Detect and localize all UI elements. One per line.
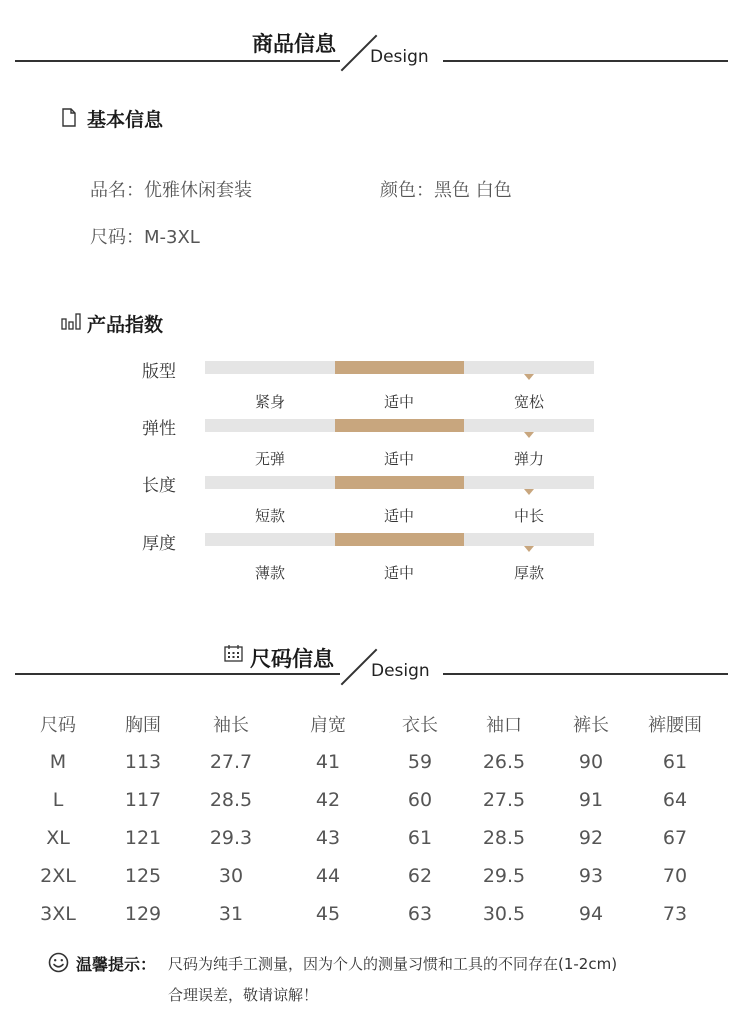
size-table — [16, 705, 716, 933]
smiley-icon — [48, 952, 69, 973]
table-cell: 73 — [662, 903, 688, 925]
index-selected-segment — [335, 361, 464, 374]
index-label-thickness: 厚度 — [142, 534, 176, 554]
size-range-label: 尺码： — [90, 227, 144, 248]
table-cell: 93 — [578, 865, 604, 887]
size-header-subtitle: Design — [371, 661, 430, 681]
table-cell: 43 — [315, 827, 341, 849]
product-name-row — [90, 176, 252, 202]
index-track-length — [205, 476, 594, 489]
table-cell: 92 — [578, 827, 604, 849]
product-index-title: 产品指数 — [87, 314, 164, 336]
index-label-fit: 版型 — [142, 362, 176, 382]
tip-text-line1: 尺码为纯手工测量，因为个人的测量习惯和工具的不同存在(1-2cm) — [168, 955, 618, 973]
index-track-elasticity — [205, 419, 594, 432]
table-cell: 2XL — [40, 865, 76, 887]
table-cell: 121 — [124, 827, 162, 849]
table-header-cell: 衣长 — [402, 715, 438, 736]
index-option: 紧身 — [254, 393, 285, 411]
size-info-title: 尺码信息 — [250, 647, 334, 671]
index-track-thickness — [205, 533, 594, 546]
table-row — [16, 895, 716, 933]
table-cell: 27.7 — [209, 751, 253, 773]
table-cell: XL — [46, 827, 70, 849]
tip-text-line2: 合理误差，敬请谅解！ — [168, 986, 319, 1004]
table-cell: M — [49, 751, 67, 773]
color-value: 黑色 白色 — [434, 180, 512, 201]
index-label-length: 长度 — [142, 476, 176, 496]
table-cell: 94 — [578, 903, 604, 925]
table-header-cell: 胸围 — [125, 715, 161, 736]
table-cell: 61 — [407, 827, 433, 849]
table-cell: 30 — [218, 865, 244, 887]
table-cell: 62 — [407, 865, 433, 887]
table-header-cell: 袖长 — [213, 715, 249, 736]
index-track-fit — [205, 361, 594, 374]
table-cell: 59 — [407, 751, 433, 773]
table-cell: L — [52, 789, 64, 811]
table-cell: 64 — [662, 789, 688, 811]
header-left-line — [15, 60, 340, 62]
page-header-title: 商品信息 — [252, 32, 336, 56]
tip-label: 温馨提示： — [76, 955, 157, 974]
table-row — [16, 857, 716, 895]
page-header-subtitle: Design — [370, 47, 429, 67]
table-header-cell: 裤长 — [573, 715, 609, 736]
index-option-selected: 适中 — [383, 450, 414, 468]
table-cell: 30.5 — [482, 903, 526, 925]
table-cell: 28.5 — [209, 789, 253, 811]
size-header-left-line — [15, 673, 340, 675]
index-pointer — [524, 546, 534, 552]
table-cell: 60 — [407, 789, 433, 811]
size-range-value: M-3XL — [144, 227, 200, 248]
table-row — [16, 781, 716, 819]
table-cell: 125 — [124, 865, 162, 887]
index-option: 厚款 — [513, 564, 544, 582]
index-pointer — [524, 489, 534, 495]
size-header-right-line — [443, 673, 728, 675]
table-cell: 61 — [662, 751, 688, 773]
index-pointer — [524, 374, 534, 380]
table-header-cell: 裤腰围 — [648, 715, 702, 736]
size-range-row — [90, 223, 200, 249]
product-name-label: 品名： — [90, 180, 144, 201]
table-cell: 3XL — [40, 903, 76, 925]
index-option: 短款 — [254, 507, 285, 525]
table-cell: 129 — [124, 903, 162, 925]
index-label-elasticity: 弹性 — [142, 419, 176, 439]
table-cell: 117 — [124, 789, 162, 811]
table-cell: 44 — [315, 865, 341, 887]
table-header-row — [16, 705, 716, 743]
index-option-selected: 适中 — [383, 564, 414, 582]
index-option: 无弹 — [254, 450, 285, 468]
index-option: 薄款 — [254, 564, 285, 582]
table-row — [16, 819, 716, 857]
ruler-grid-icon — [224, 645, 243, 662]
index-option-selected: 适中 — [383, 507, 414, 525]
header-right-line — [443, 60, 728, 62]
table-cell: 31 — [218, 903, 244, 925]
table-cell: 42 — [315, 789, 341, 811]
table-cell: 26.5 — [482, 751, 526, 773]
table-cell: 29.5 — [482, 865, 526, 887]
table-row — [16, 743, 716, 781]
index-option-selected: 适中 — [383, 393, 414, 411]
table-cell: 27.5 — [482, 789, 526, 811]
table-cell: 90 — [578, 751, 604, 773]
index-option: 中长 — [513, 507, 544, 525]
table-cell: 91 — [578, 789, 604, 811]
color-row — [380, 176, 512, 202]
index-selected-segment — [335, 419, 464, 432]
table-cell: 41 — [315, 751, 341, 773]
basic-info-title: 基本信息 — [87, 109, 164, 131]
table-cell: 45 — [315, 903, 341, 925]
table-cell: 70 — [662, 865, 688, 887]
table-cell: 28.5 — [482, 827, 526, 849]
table-cell: 67 — [662, 827, 688, 849]
table-cell: 63 — [407, 903, 433, 925]
index-option: 宽松 — [513, 393, 544, 411]
table-header-cell: 尺码 — [40, 715, 76, 736]
document-icon — [62, 108, 76, 127]
table-cell: 29.3 — [209, 827, 253, 849]
index-pointer — [524, 432, 534, 438]
index-selected-segment — [335, 533, 464, 546]
table-cell: 113 — [124, 751, 162, 773]
index-selected-segment — [335, 476, 464, 489]
color-label: 颜色： — [380, 180, 434, 201]
index-option: 弹力 — [513, 450, 544, 468]
product-name-value: 优雅休闲套装 — [144, 180, 252, 201]
table-header-cell: 袖口 — [486, 715, 522, 736]
table-header-cell: 肩宽 — [310, 715, 346, 736]
bar-chart-icon — [61, 313, 81, 330]
